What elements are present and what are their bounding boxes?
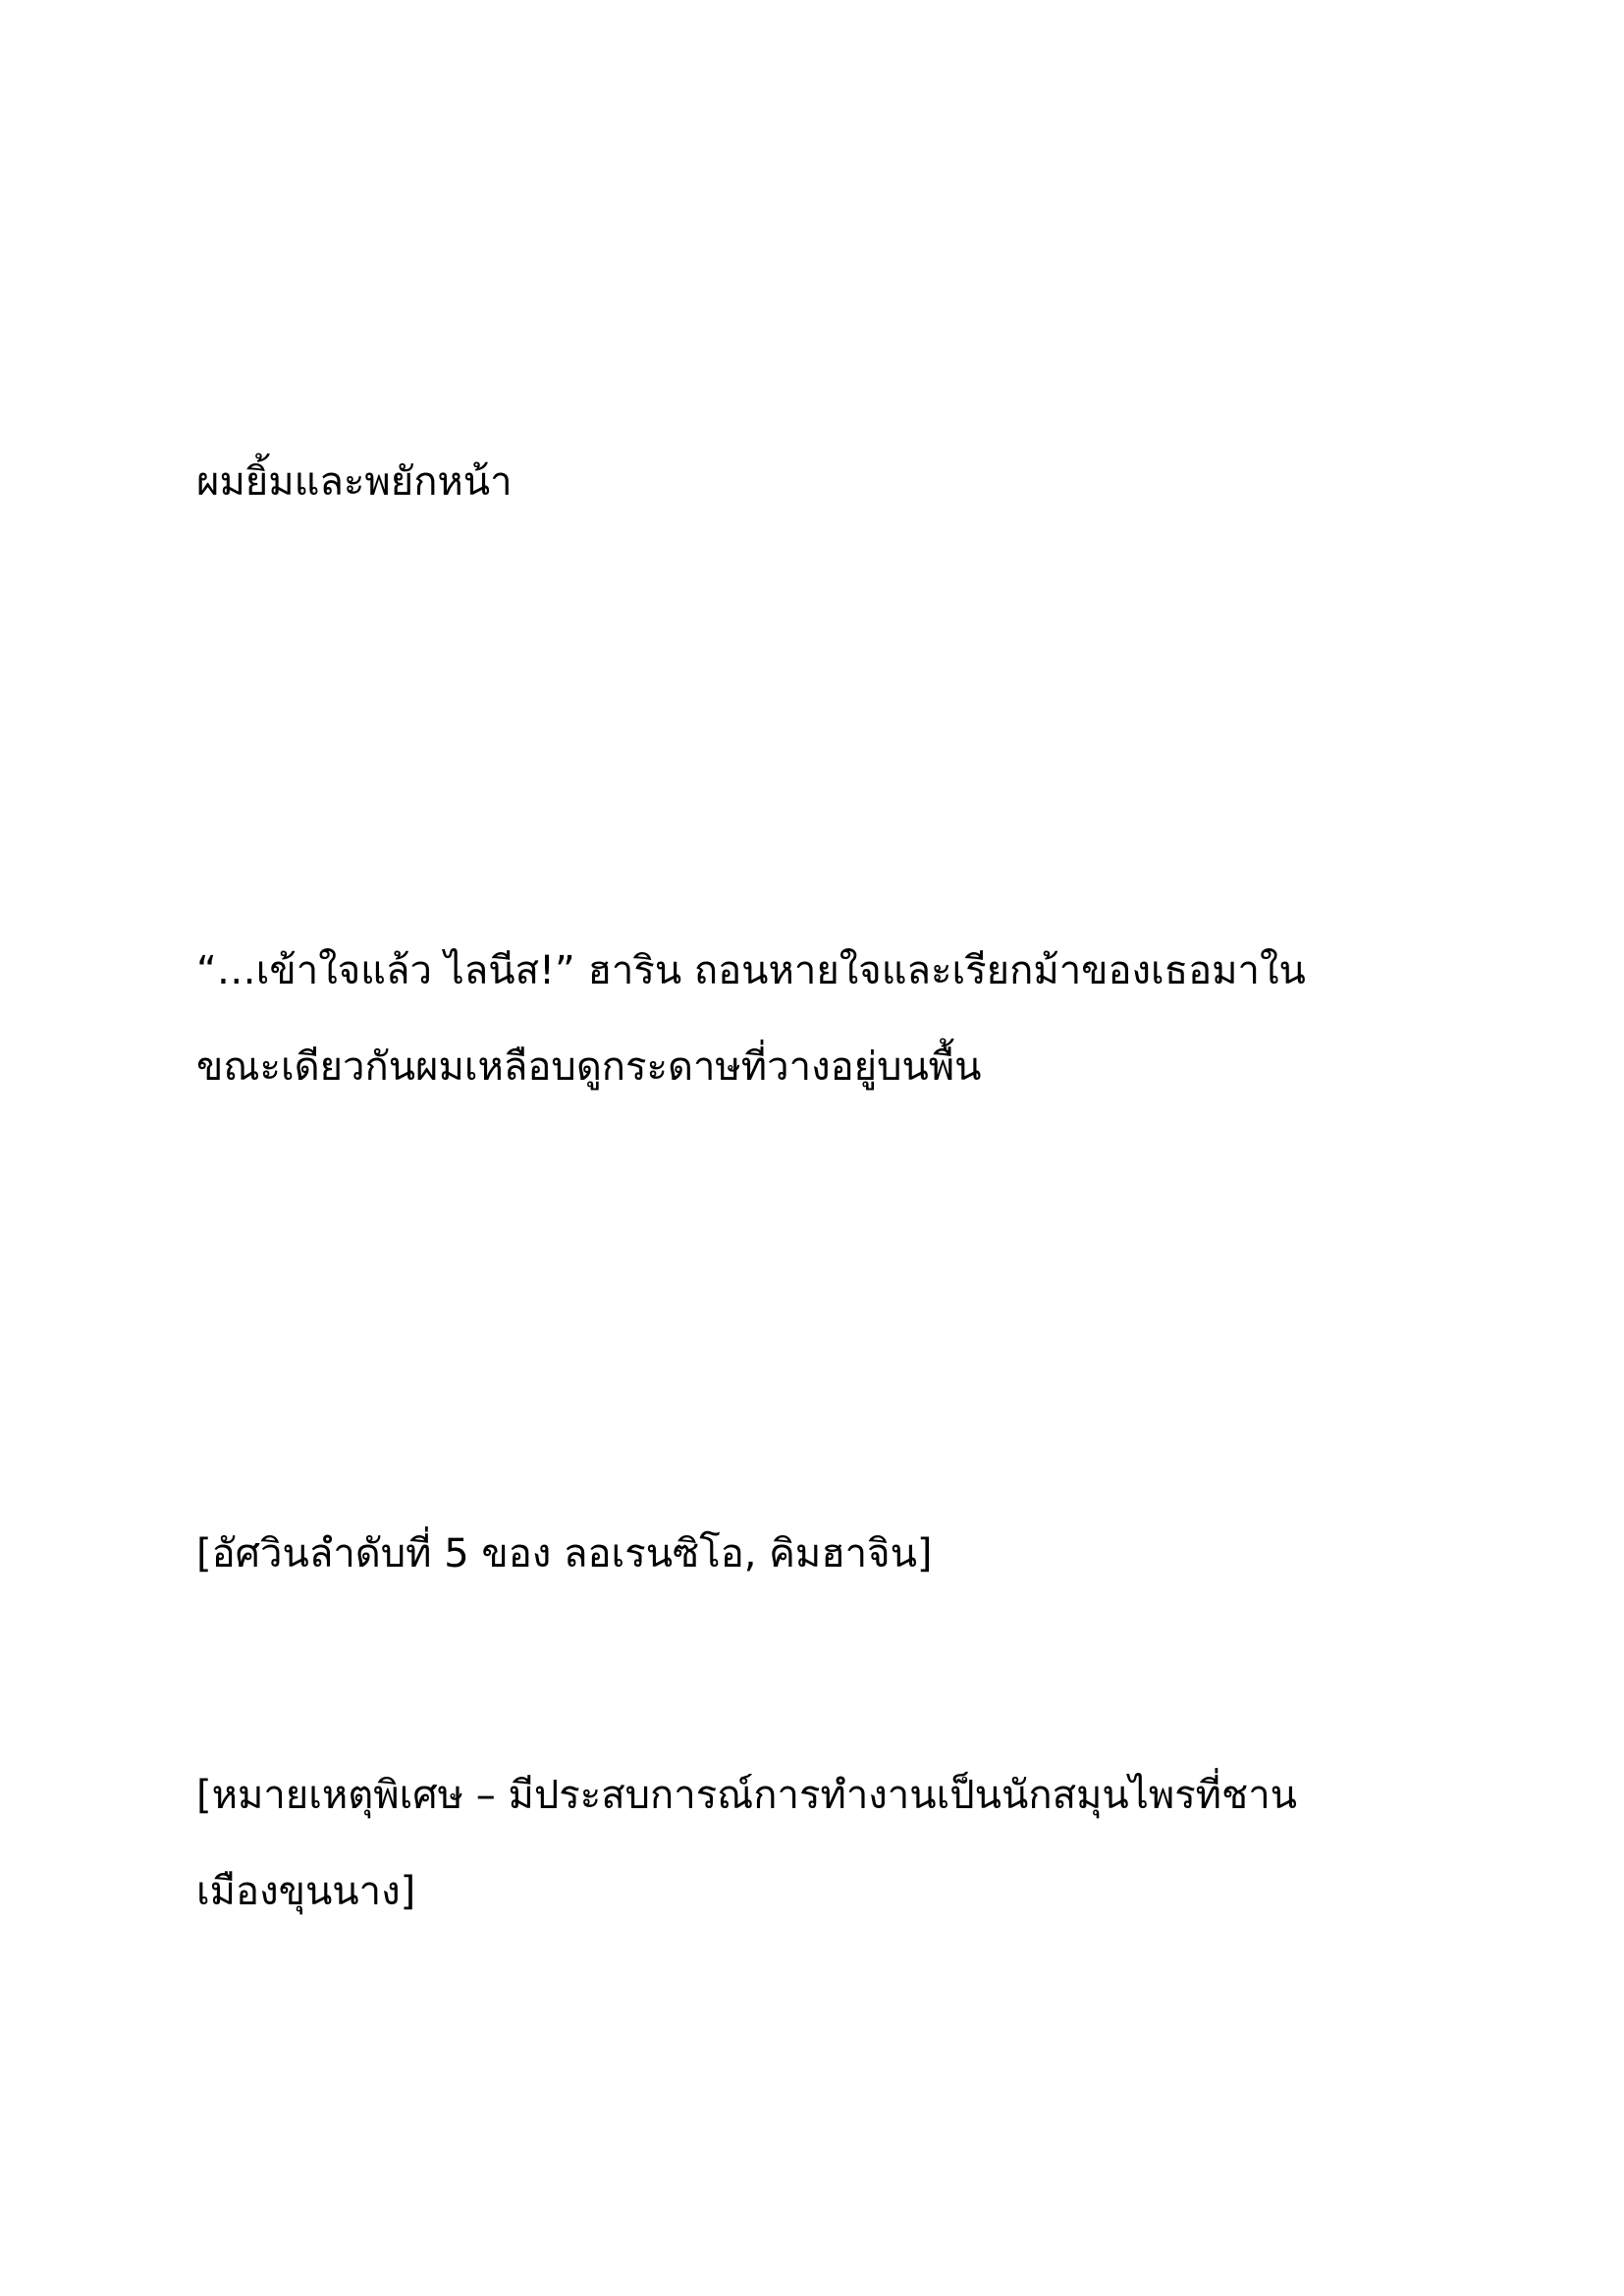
text-line: “…เข้าใจแล้ว ไลนีส!” ฮาริน ถอนหายใจและเรียกม้าของเธอมาใน (196, 948, 1306, 993)
text-line: เมืองขุนนาง] (196, 1869, 416, 1914)
text-line: [อัศวินลำดับที่ 5 ของ ลอเรนซิโอ, คิมฮาจิน] (196, 1531, 933, 1576)
text-line: ผมยิ้มและพยักหน้า (196, 459, 513, 505)
paragraph-smile-nod (196, 434, 1453, 530)
paragraph-harin-dialogue (196, 923, 1453, 1115)
paragraph-knight-status (196, 1506, 1453, 1602)
paragraph-special-note (196, 1747, 1453, 1940)
text-line: [หมายเหตุพิเศษ – มีประสบการณ์การทำงานเป็นนักสมุนไพรที่ชาน (196, 1773, 1297, 1818)
text-line: ขณะเดียวกันผมเหลือบดูกระดาษที่วางอยู่บนพื้น (196, 1044, 982, 1090)
